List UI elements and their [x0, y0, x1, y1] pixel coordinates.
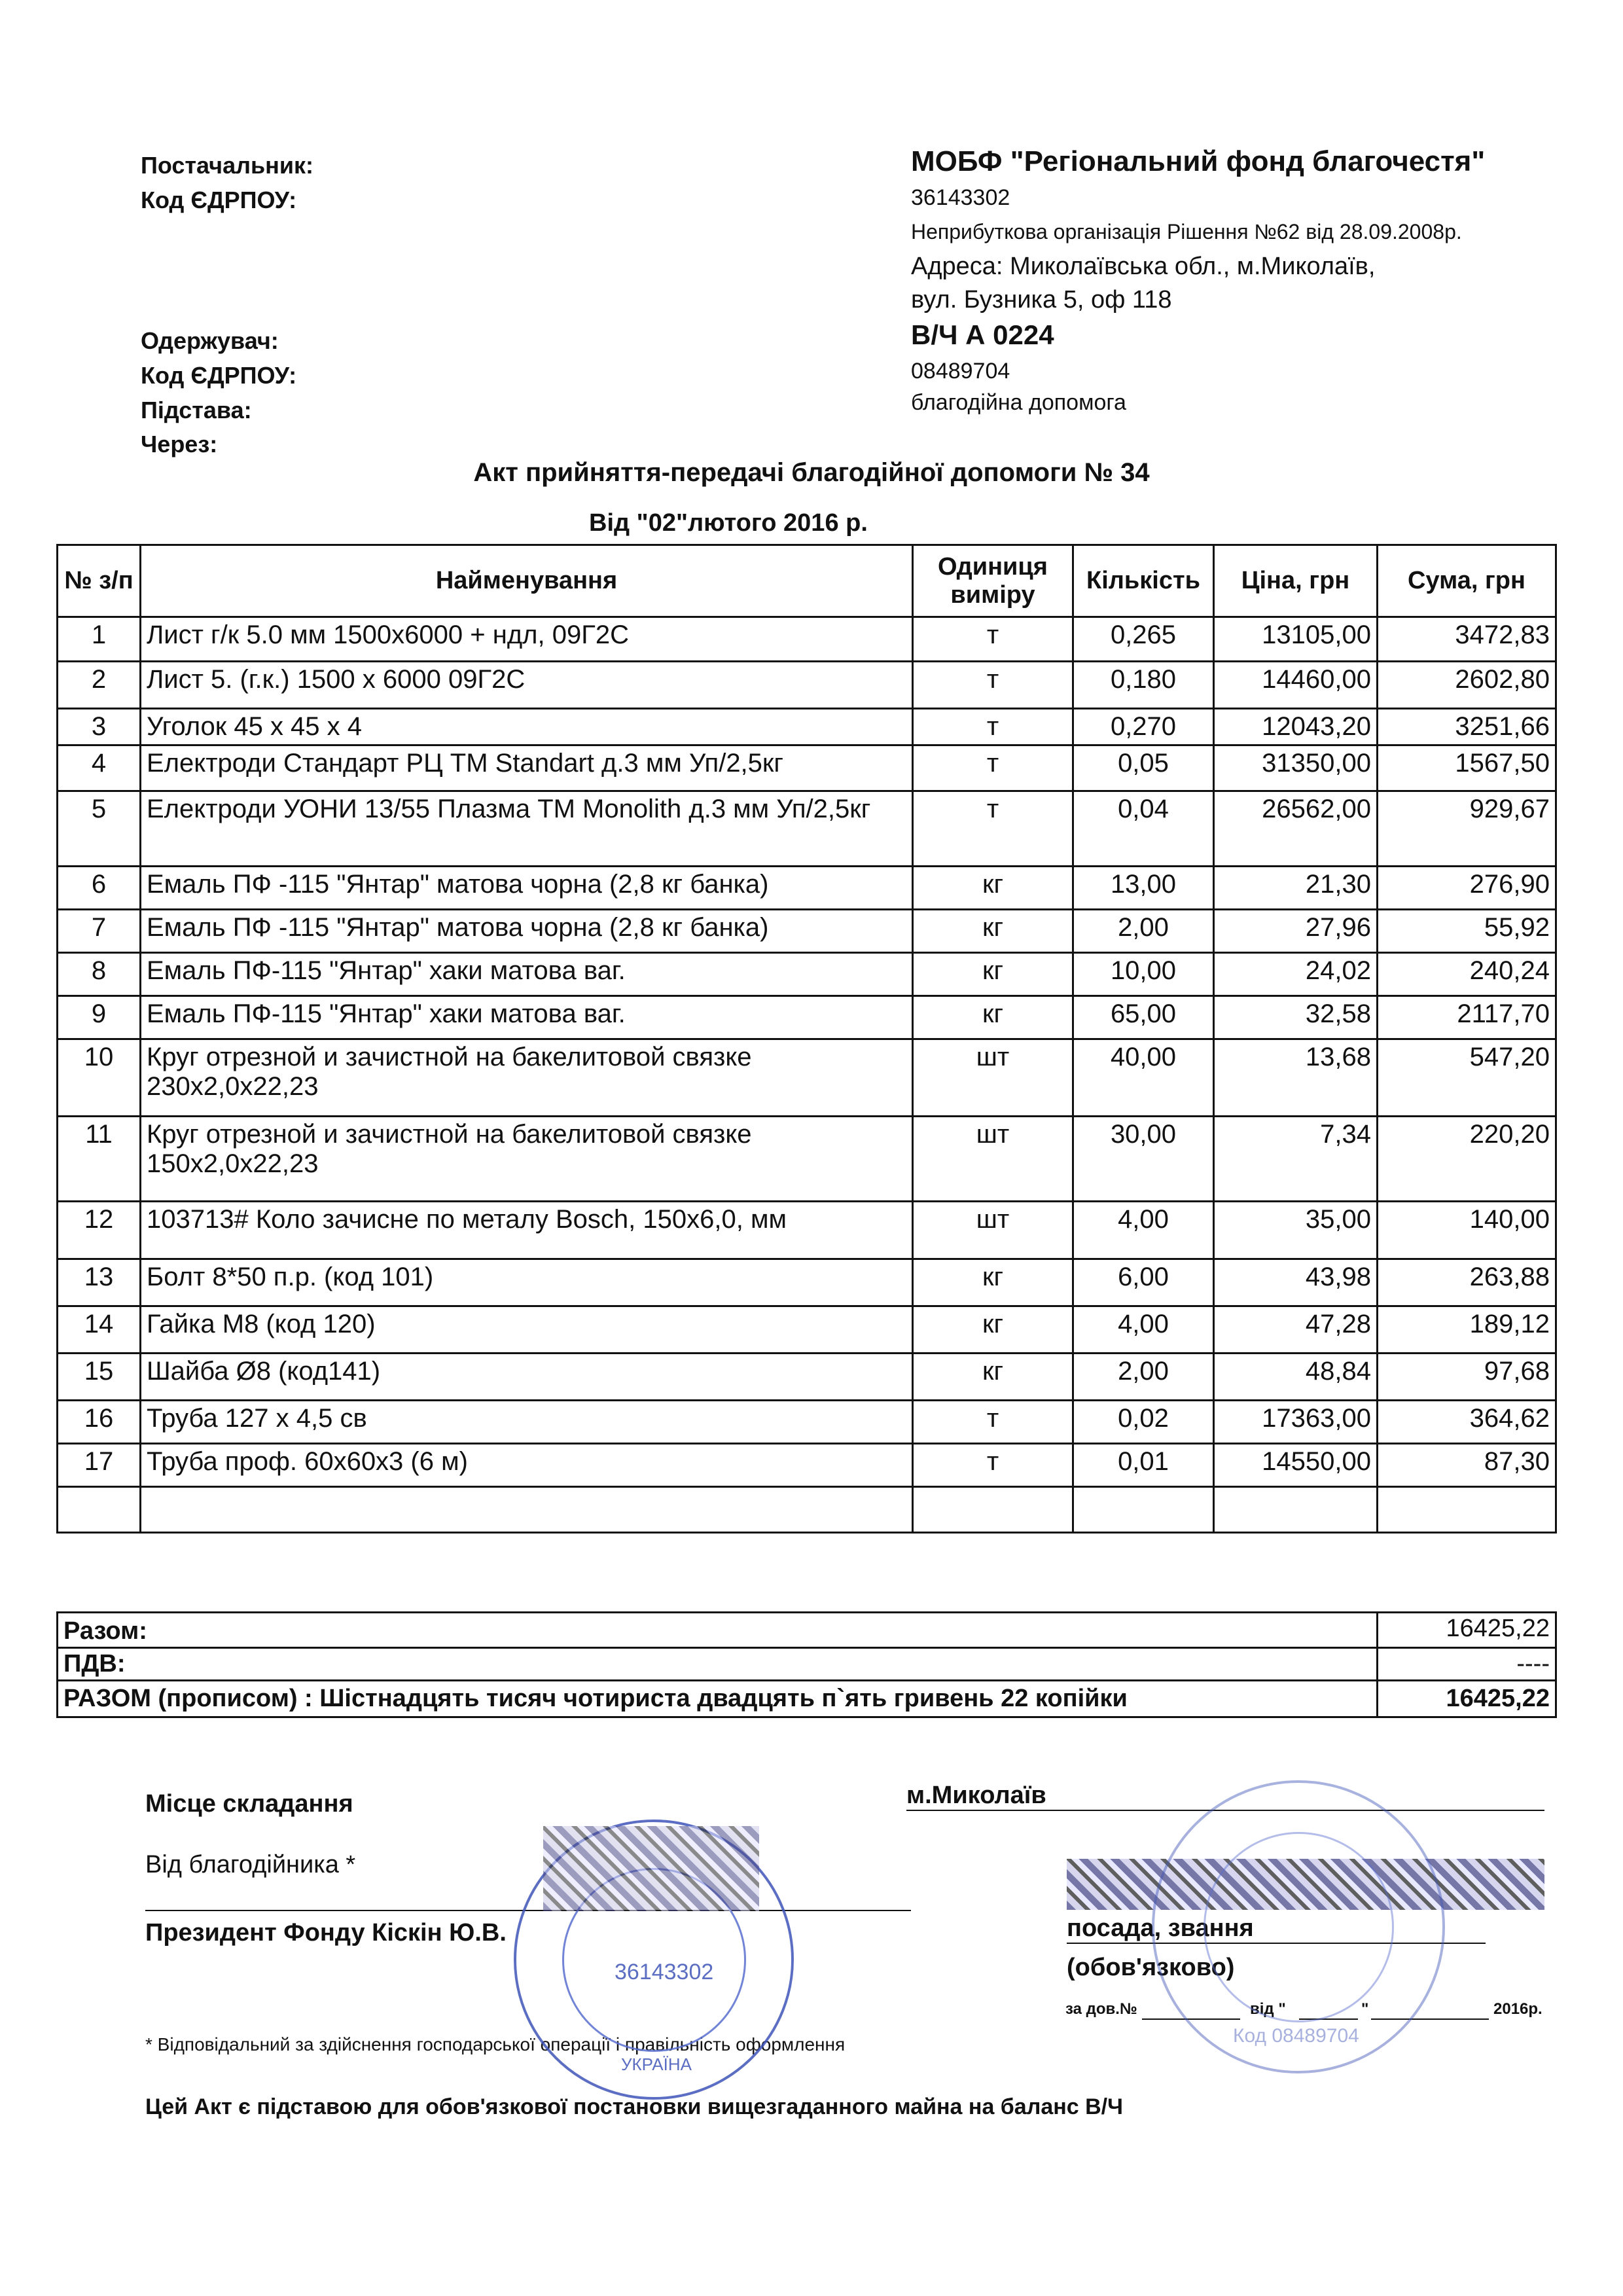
president-name: Президент Фонду Кіскін Ю.В.: [145, 1919, 507, 1946]
total-in-words-value: 16425,22: [1378, 1681, 1556, 1717]
row-number: 5: [58, 791, 141, 867]
item-sum: 55,92: [1378, 910, 1556, 953]
vat-row: [58, 1648, 1556, 1681]
row-number: 15: [58, 1354, 141, 1401]
position-label: посада, звання: [1067, 1914, 1486, 1944]
empty-cell: [913, 1487, 1073, 1533]
empty-cell: [1378, 1487, 1556, 1533]
total-row: [58, 1613, 1556, 1648]
supplier-label: Постачальник:: [141, 152, 313, 179]
table-row: [58, 1117, 1556, 1202]
item-sum: 263,88: [1378, 1259, 1556, 1306]
item-price: 7,34: [1214, 1117, 1378, 1202]
table-row: [58, 953, 1556, 996]
item-sum: 2602,80: [1378, 662, 1556, 709]
basis-value: благодійна допомога: [911, 390, 1126, 415]
via-label: Через:: [141, 431, 218, 457]
item-name: 103713# Коло зачисне по металу Bosch, 150x6,0, мм: [141, 1202, 913, 1259]
table-row: [58, 867, 1556, 910]
item-quantity: 2,00: [1073, 910, 1214, 953]
item-unit: т: [913, 745, 1073, 791]
empty-cell: [1073, 1487, 1214, 1533]
item-sum: 3251,66: [1378, 709, 1556, 745]
item-price: 31350,00: [1214, 745, 1378, 791]
receiver-edrpou-label: Код ЄДРПОУ:: [141, 362, 297, 389]
table-row: [58, 1259, 1556, 1306]
supplier-address-line2: вул. Бузника 5, оф 118: [911, 286, 1172, 314]
item-price: 17363,00: [1214, 1401, 1378, 1444]
item-quantity: 0,02: [1073, 1401, 1214, 1444]
row-number: 10: [58, 1039, 141, 1117]
item-quantity: 0,01: [1073, 1444, 1214, 1487]
table-row: [58, 1306, 1556, 1354]
item-unit: т: [913, 1401, 1073, 1444]
table-row: [58, 745, 1556, 791]
item-unit: т: [913, 662, 1073, 709]
item-price: 14550,00: [1214, 1444, 1378, 1487]
item-name: Емаль ПФ-115 "Янтар" хаки матова ваг.: [141, 953, 913, 996]
item-name: Електроди УОНИ 13/55 Плазма ТМ Monolith д.3 мм Уп/2,5кг: [141, 791, 913, 867]
item-price: 26562,00: [1214, 791, 1378, 867]
document-date: Від "02"лютого 2016 р.: [589, 509, 868, 537]
place-label: Місце складання: [145, 1790, 353, 1818]
item-unit: т: [913, 617, 1073, 662]
item-quantity: 65,00: [1073, 996, 1214, 1039]
row-number: 14: [58, 1306, 141, 1354]
header-unit: Одиниця виміру: [913, 545, 1073, 617]
table-row: [58, 709, 1556, 745]
item-unit: кг: [913, 953, 1073, 996]
item-price: 35,00: [1214, 1202, 1378, 1259]
item-sum: 87,30: [1378, 1444, 1556, 1487]
item-name: Шайба Ø8 (код141): [141, 1354, 913, 1401]
item-quantity: 4,00: [1073, 1202, 1214, 1259]
item-quantity: 2,00: [1073, 1354, 1214, 1401]
item-price: 48,84: [1214, 1354, 1378, 1401]
item-unit: кг: [913, 996, 1073, 1039]
warrant-year: 2016р.: [1493, 2000, 1543, 2018]
row-number: 1: [58, 617, 141, 662]
item-unit: шт: [913, 1039, 1073, 1117]
empty-cell: [58, 1487, 141, 1533]
item-price: 21,30: [1214, 867, 1378, 910]
header-name: Найменування: [141, 545, 913, 617]
item-sum: 220,20: [1378, 1117, 1556, 1202]
item-unit: кг: [913, 1306, 1073, 1354]
totals-table: [56, 1611, 1557, 1718]
header-qty: Кількість: [1073, 545, 1214, 617]
basis-label: Підстава:: [141, 397, 252, 423]
empty-row: [58, 1487, 1556, 1533]
item-quantity: 4,00: [1073, 1306, 1214, 1354]
item-name: Емаль ПФ -115 "Янтар" матова чорна (2,8 кг банка): [141, 867, 913, 910]
vat-value: ----: [1378, 1648, 1556, 1681]
row-number: 16: [58, 1401, 141, 1444]
item-quantity: 0,270: [1073, 709, 1214, 745]
footnote: * Відповідальний за здійснення господарської операції і правільність оформлення: [145, 2034, 846, 2054]
table-row: [58, 1401, 1556, 1444]
item-unit: кг: [913, 867, 1073, 910]
item-name: Уголок 45 x 45 x 4: [141, 709, 913, 745]
table-row: [58, 1039, 1556, 1117]
item-unit: кг: [913, 910, 1073, 953]
table-row: [58, 791, 1556, 867]
table-row: [58, 996, 1556, 1039]
item-price: 13,68: [1214, 1039, 1378, 1117]
item-price: 24,02: [1214, 953, 1378, 996]
item-name: Круг отрезной и зачистной на бакелитовой связке 150x2,0x22,23: [141, 1117, 913, 1202]
item-name: Лист 5. (г.к.) 1500 x 6000 09Г2С: [141, 662, 913, 709]
item-unit: т: [913, 709, 1073, 745]
item-price: 32,58: [1214, 996, 1378, 1039]
item-quantity: 30,00: [1073, 1117, 1214, 1202]
table-row: [58, 617, 1556, 662]
row-number: 6: [58, 867, 141, 910]
header-price: Ціна, грн: [1214, 545, 1378, 617]
item-name: Труба 127 x 4,5 св: [141, 1401, 913, 1444]
item-sum: 276,90: [1378, 867, 1556, 910]
item-sum: 1567,50: [1378, 745, 1556, 791]
empty-cell: [1214, 1487, 1378, 1533]
item-quantity: 10,00: [1073, 953, 1214, 996]
items-table: [56, 544, 1557, 1534]
row-number: 13: [58, 1259, 141, 1306]
item-unit: шт: [913, 1117, 1073, 1202]
supplier-address-line1: Адреса: Миколаївська обл., м.Миколаїв,: [911, 253, 1376, 280]
item-name: Круг отрезной и зачистной на бакелитовой связке 230x2,0x22,23: [141, 1039, 913, 1117]
item-sum: 547,20: [1378, 1039, 1556, 1117]
item-price: 12043,20: [1214, 709, 1378, 745]
item-price: 13105,00: [1214, 617, 1378, 662]
receiver-label: Одержувач:: [141, 327, 279, 354]
item-quantity: 40,00: [1073, 1039, 1214, 1117]
item-quantity: 0,180: [1073, 662, 1214, 709]
item-sum: 3472,83: [1378, 617, 1556, 662]
item-sum: 189,12: [1378, 1306, 1556, 1354]
item-name: Труба проф. 60x60x3 (6 м): [141, 1444, 913, 1487]
item-unit: т: [913, 791, 1073, 867]
item-price: 43,98: [1214, 1259, 1378, 1306]
item-unit: шт: [913, 1202, 1073, 1259]
document-title: Акт прийняття-передачі благодійної допомоги № 34: [473, 458, 1150, 487]
receiver-name: В/Ч А 0224: [911, 319, 1054, 350]
table-header-row: [58, 545, 1556, 617]
redacted-seal-area: [543, 1826, 759, 1911]
item-quantity: 0,05: [1073, 745, 1214, 791]
item-name: Гайка М8 (код 120): [141, 1306, 913, 1354]
from-benefactor: Від благодійника *: [145, 1851, 356, 1878]
item-quantity: 13,00: [1073, 867, 1214, 910]
supplier-edrpou-label: Код ЄДРПОУ:: [141, 187, 297, 213]
supplier-note: Неприбуткова організація Рішення №62 від 28.09.2008р.: [911, 220, 1462, 243]
warrant-quote: ": [1361, 2000, 1369, 2018]
row-number: 17: [58, 1444, 141, 1487]
total-value: 16425,22: [1378, 1613, 1556, 1648]
row-number: 12: [58, 1202, 141, 1259]
warrant-from: від ": [1250, 2000, 1286, 2018]
vat-label: ПДВ:: [58, 1648, 1378, 1681]
table-row: [58, 910, 1556, 953]
item-quantity: 0,04: [1073, 791, 1214, 867]
total-in-words: РАЗОМ (прописом) : Шістнадцять тисяч чотириста двадцять п`ять гривень 22 копійки: [58, 1681, 1378, 1717]
item-name: Електроди Стандарт РЦ ТМ Standart д.3 мм Уп/2,5кг: [141, 745, 913, 791]
table-row: [58, 1202, 1556, 1259]
item-price: 14460,00: [1214, 662, 1378, 709]
item-sum: 929,67: [1378, 791, 1556, 867]
item-name: Болт 8*50 п.р. (код 101): [141, 1259, 913, 1306]
seal-code: 36143302: [615, 1960, 714, 1984]
receiver-stamp: [1152, 1780, 1445, 2073]
item-price: 47,28: [1214, 1306, 1378, 1354]
item-unit: кг: [913, 1354, 1073, 1401]
supplier-edrpou: 36143302: [911, 185, 1010, 210]
place-value: м.Миколаїв: [906, 1782, 1544, 1811]
item-quantity: 0,265: [1073, 617, 1214, 662]
item-quantity: 6,00: [1073, 1259, 1214, 1306]
row-number: 7: [58, 910, 141, 953]
row-number: 8: [58, 953, 141, 996]
mandatory-note: (обов'язково): [1067, 1954, 1235, 1981]
table-row: [58, 1354, 1556, 1401]
table-row: [58, 1444, 1556, 1487]
empty-cell: [141, 1487, 913, 1533]
header-num: № з/п: [58, 545, 141, 617]
footer-text: Цей Акт є підставою для обов'язкової постановки вищезгаданного майна на баланс В/Ч: [145, 2094, 1124, 2119]
item-name: Лист г/к 5.0 мм 1500x6000 + ндл, 09Г2С: [141, 617, 913, 662]
item-sum: 140,00: [1378, 1202, 1556, 1259]
item-unit: т: [913, 1444, 1073, 1487]
item-sum: 2117,70: [1378, 996, 1556, 1039]
supplier-name: МОБФ "Регіональний фонд благочестя": [911, 145, 1486, 177]
total-label: Разом:: [58, 1613, 1378, 1648]
seal-country: УКРАЇНА: [621, 2054, 692, 2074]
receiver-stamp-code: Код 08489704: [1233, 2025, 1359, 2047]
warrant-label: за дов.№: [1065, 2000, 1137, 2018]
row-number: 2: [58, 662, 141, 709]
row-number: 3: [58, 709, 141, 745]
item-unit: кг: [913, 1259, 1073, 1306]
row-number: 4: [58, 745, 141, 791]
receiver-edrpou: 08489704: [911, 359, 1010, 384]
table-row: [58, 662, 1556, 709]
header-sum: Сума, грн: [1378, 545, 1556, 617]
item-name: Емаль ПФ -115 "Янтар" матова чорна (2,8 кг банка): [141, 910, 913, 953]
item-sum: 240,24: [1378, 953, 1556, 996]
row-number: 11: [58, 1117, 141, 1202]
row-number: 9: [58, 996, 141, 1039]
item-name: Емаль ПФ-115 "Янтар" хаки матова ваг.: [141, 996, 913, 1039]
words-row: [58, 1681, 1556, 1717]
item-price: 27,96: [1214, 910, 1378, 953]
item-sum: 364,62: [1378, 1401, 1556, 1444]
item-sum: 97,68: [1378, 1354, 1556, 1401]
